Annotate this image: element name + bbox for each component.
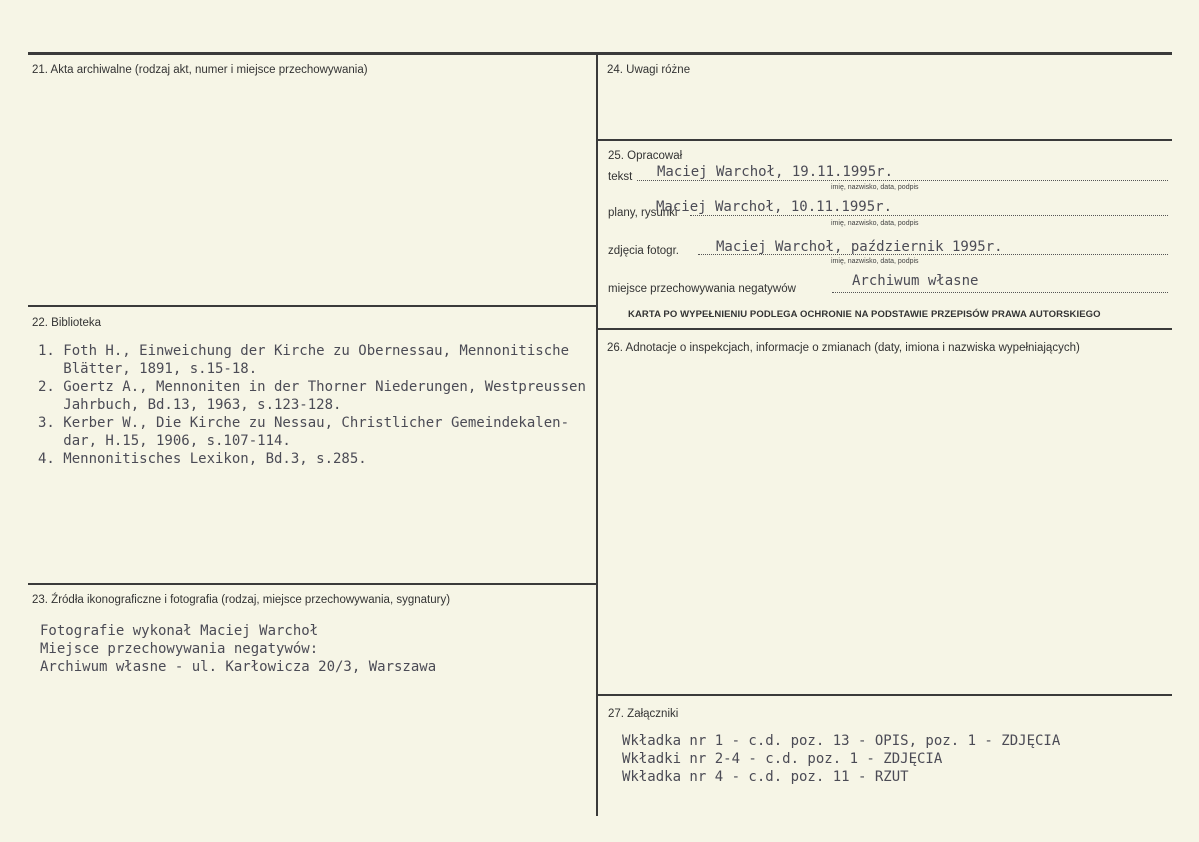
list-item: dar, H.15, 1906, s.107-114. bbox=[38, 433, 291, 449]
negatywy-dotted-line bbox=[832, 292, 1168, 293]
section-25-label: 25. Opracował bbox=[608, 150, 683, 162]
zdjecia-label: zdjęcia fotogr. bbox=[608, 245, 679, 257]
plany-hint: imię, nazwisko, data, podpis bbox=[831, 220, 919, 227]
section-27-label: 27. Załączniki bbox=[608, 708, 679, 720]
tekst-hint: imię, nazwisko, data, podpis bbox=[831, 184, 919, 191]
attachments-list bbox=[622, 732, 1060, 786]
list-item: 1. Foth H., Einweichung der Kirche zu Obernessau, Mennonitische bbox=[38, 343, 570, 359]
negatywy-value: Archiwum własne bbox=[852, 273, 979, 289]
bibliography-list bbox=[38, 342, 586, 468]
tekst-value: Maciej Warchoł, 19.11.1995r. bbox=[657, 164, 894, 180]
rule-26-27 bbox=[597, 694, 1172, 696]
plany-label: plany, rysunki bbox=[608, 207, 678, 219]
list-item: Blätter, 1891, s.15-18. bbox=[38, 361, 258, 377]
list-item: 3. Kerber W., Die Kirche zu Nessau, Christlicher Gemeindekalen- bbox=[38, 415, 570, 431]
plany-value: Maciej Warchoł, 10.11.1995r. bbox=[656, 199, 893, 215]
center-divider bbox=[596, 54, 598, 816]
negatywy-label: miejsce przechowywania negatywów bbox=[608, 283, 796, 295]
list-item: 2. Goertz A., Mennoniten in der Thorner Niederungen, Westpreussen bbox=[38, 379, 586, 395]
list-item: Wkładka nr 4 - c.d. poz. 11 - RZUT bbox=[622, 769, 909, 785]
section-24-label: 24. Uwagi różne bbox=[607, 64, 691, 76]
copyright-notice: KARTA PO WYPEŁNIENIU PODLEGA OCHRONIE NA PODSTAWIE PRZEPISÓW PRAWA AUTORSKIEGO bbox=[628, 309, 1101, 320]
list-item: Miejsce przechowywania negatywów: bbox=[40, 641, 319, 657]
zdjecia-hint: imię, nazwisko, data, podpis bbox=[831, 258, 919, 265]
zdjecia-value: Maciej Warchoł, październik 1995r. bbox=[716, 239, 1003, 255]
section-26-label: 26. Adnotacje o inspekcjach, informacje o zmianach (daty, imiona i nazwiska wypełniających) bbox=[607, 342, 1080, 354]
list-item: Wkładka nr 1 - c.d. poz. 13 - OPIS, poz. 1 - ZDJĘCIA bbox=[622, 733, 1061, 749]
top-rule bbox=[28, 52, 1172, 55]
iconography-list bbox=[40, 622, 436, 676]
list-item: Archiwum własne - ul. Karłowicza 20/3, Warszawa bbox=[40, 659, 437, 675]
rule-25-26 bbox=[597, 328, 1172, 330]
list-item: Wkładki nr 2-4 - c.d. poz. 1 - ZDJĘCIA bbox=[622, 751, 943, 767]
rule-22-23 bbox=[28, 583, 597, 585]
list-item: 4. Mennonitisches Lexikon, Bd.3, s.285. bbox=[38, 451, 367, 467]
rule-24-25 bbox=[597, 139, 1172, 141]
rule-21-22 bbox=[28, 305, 597, 307]
section-22-label: 22. Biblioteka bbox=[32, 317, 102, 329]
section-23-label: 23. Źródła ikonograficzne i fotografia (rodzaj, miejsce przechowywania, sygnatury) bbox=[32, 594, 451, 606]
list-item: Jahrbuch, Bd.13, 1963, s.123-128. bbox=[38, 397, 342, 413]
tekst-label: tekst bbox=[608, 171, 633, 183]
list-item: Fotografie wykonał Maciej Warchoł bbox=[40, 623, 319, 639]
section-21-label: 21. Akta archiwalne (rodzaj akt, numer i miejsce przechowywania) bbox=[32, 64, 368, 76]
